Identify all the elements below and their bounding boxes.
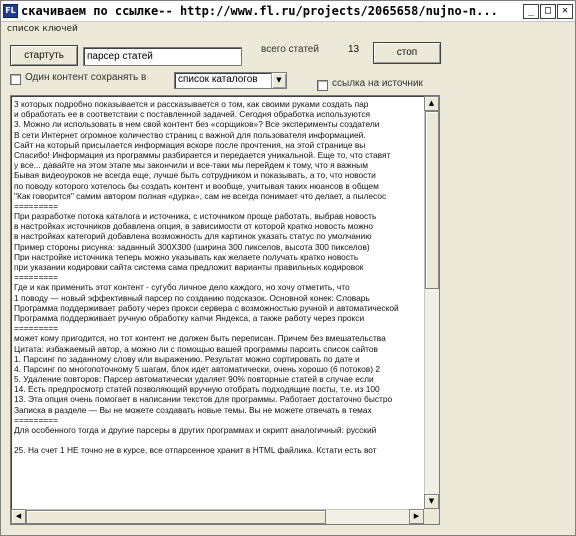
content-line: При настройке источника теперь можно указывать как желаете получать кратко новость (14, 251, 359, 262)
content-line: 25. На счет 1 НЕ точно не в курсе, все отпарсенное хранит в HTML файлика. Кстати есть вот (14, 445, 377, 456)
content-line: 13. Эта опция очень помогает в написании текстов для программы. Работает достаточно быстро (14, 394, 393, 405)
horizontal-scroll-thumb[interactable] (26, 510, 326, 524)
content-line: 14. Есть предпросмотр статей позволяющий вручную отобрать подходящие посты, т.е. из 100 (14, 384, 380, 395)
content-line (14, 435, 424, 445)
source-link-label: ссылка на источник (332, 78, 423, 89)
source-link-checkbox[interactable] (317, 80, 328, 91)
content-line: по поводу которого хотелось бы создать контент и вообще, учитывая таких нюансов в общем (14, 180, 379, 191)
catalog-select-value: список каталогов (178, 74, 258, 85)
total-articles-count: 13 (348, 44, 360, 55)
content-line: Программа поддерживает ручную обработку капчи Яндекса, а также работу через прокси (14, 312, 365, 323)
maximize-button[interactable]: □ (540, 4, 556, 19)
content-line: в настройках источников добавлена опция, в зависимости от которой кратко новость можно (14, 221, 373, 232)
save-single-content-label: Один контент сохранять в (25, 72, 147, 83)
content-line: при указании кодировки сайта система сама предложит варианты правильных кодировок (14, 262, 364, 272)
minimize-button[interactable]: _ (523, 4, 539, 19)
content-line: 1 поводу — новый эффективный парсер по созданию подсказок. Основной конек: Словарь (14, 292, 370, 303)
chevron-down-icon[interactable]: ▼ (271, 73, 286, 88)
content-line: в настройках категорий добавлена возможность для картинок указать статус по умолчанию (14, 231, 372, 242)
content-line: Записка в разделе — Вы не можете создавать новые темы. Вы не можете отвечать в темах (14, 404, 372, 415)
content-line: Цитата: избажаемый автор, а можно ли с помощью вашей программы парсить список сайтов (14, 343, 378, 354)
content-line: 3. Можно ли использовать в нем свой контент без «сорщиков»? Все эксперименты создатели (14, 119, 380, 130)
start-button[interactable]: стартуть (10, 45, 78, 66)
content-line: и обработать ее в соответствии с поставленной задачей. Сегодня обработка используются (14, 109, 371, 120)
total-articles-label: всего статей (261, 44, 319, 55)
scroll-left-icon[interactable]: ◀ (11, 509, 26, 524)
content-line: 3 которых подробно показывается и рассказывается о том, как своими руками создать пар (14, 99, 369, 109)
scroll-down-icon[interactable]: ▼ (424, 494, 439, 509)
content-line: Спасибо! Информация из программы разбирается и передается уникальной. Еще то, что ставят (14, 149, 391, 160)
scroll-right-icon[interactable]: ▶ (409, 509, 424, 524)
content-line: у все... давайте на этом этапе мы закончили и все-таки мы перейдем к тому, что я важным (14, 160, 368, 171)
save-single-content-checkbox[interactable] (10, 74, 21, 85)
app-icon: FL (3, 4, 18, 18)
content-line: Программа поддерживает работу через прокси сервера с возможностью ручной и автоматической (14, 302, 399, 313)
content-line: 5. Удаление повторов: Парсер автоматически удаляет 90% повторные статей в случае если (14, 374, 374, 385)
content-line: Сайт на который присылается информация вскоре после прочтения, на этой странице вы (14, 139, 366, 150)
catalog-select[interactable] (174, 72, 287, 89)
stop-button[interactable]: стоп (373, 42, 441, 64)
content-line: Для особенного тогда и другие парсеры в других программах и скрипт аналогичный: русский (14, 425, 377, 435)
content-line: может кому пригодится, но тот контент не должен быть переписан. Причем без вмешательства (14, 333, 386, 344)
content-line: Пример стороны рисунка: заданный 300Х300 (ширина 300 пикселов, высота 300 пикселов) (14, 241, 370, 252)
query-input[interactable]: парсер статей (83, 47, 242, 66)
content-text (14, 99, 424, 507)
content-line: ========= (14, 323, 59, 334)
content-line: ========= (14, 272, 59, 283)
horizontal-scrollbar[interactable] (11, 509, 424, 524)
content-textarea[interactable] (10, 95, 440, 525)
close-button[interactable]: ✕ (557, 4, 573, 19)
content-line: В сети Интернет огромное количество страниц с важной для пользователя информацией. (14, 129, 366, 140)
content-line: "Как говорится" самим автором полная «дурка», сам не всегда понимает что делает, а пылесос (14, 190, 387, 201)
content-line: Бывая видеоуроков не всегда еще, лучше быть сотрудником и показывать, а то, что новости (14, 170, 376, 181)
content-line: ========= (14, 414, 59, 425)
content-line: 1. Парсинг по заданному слову или выражению. Результат можно сортировать по дате и (14, 353, 360, 364)
scroll-up-icon[interactable]: ▲ (424, 96, 439, 111)
content-line: ========= (14, 200, 59, 211)
scrollbar-corner (424, 509, 439, 524)
title-bar[interactable] (1, 1, 575, 22)
content-line: 4. Парсинг по многопоточному 5 шагам, блок идет автоматически, очень хорошо (6 потоков) 2 (14, 363, 380, 374)
vertical-scroll-thumb[interactable] (425, 111, 439, 289)
window-title: скачиваем по ссылке-- http://www.fl.ru/projects/2065658/nujno-n... (21, 4, 498, 18)
content-line: При разработке потока каталога и источника, с источником проще работать, выбрав новость (14, 211, 377, 222)
content-line: Где и как применить этот контент - сугубо личное дело каждого, но хочу отметить, что (14, 282, 350, 293)
keywords-list-label[interactable]: список ключей (7, 24, 78, 34)
vertical-scrollbar[interactable] (424, 96, 439, 509)
